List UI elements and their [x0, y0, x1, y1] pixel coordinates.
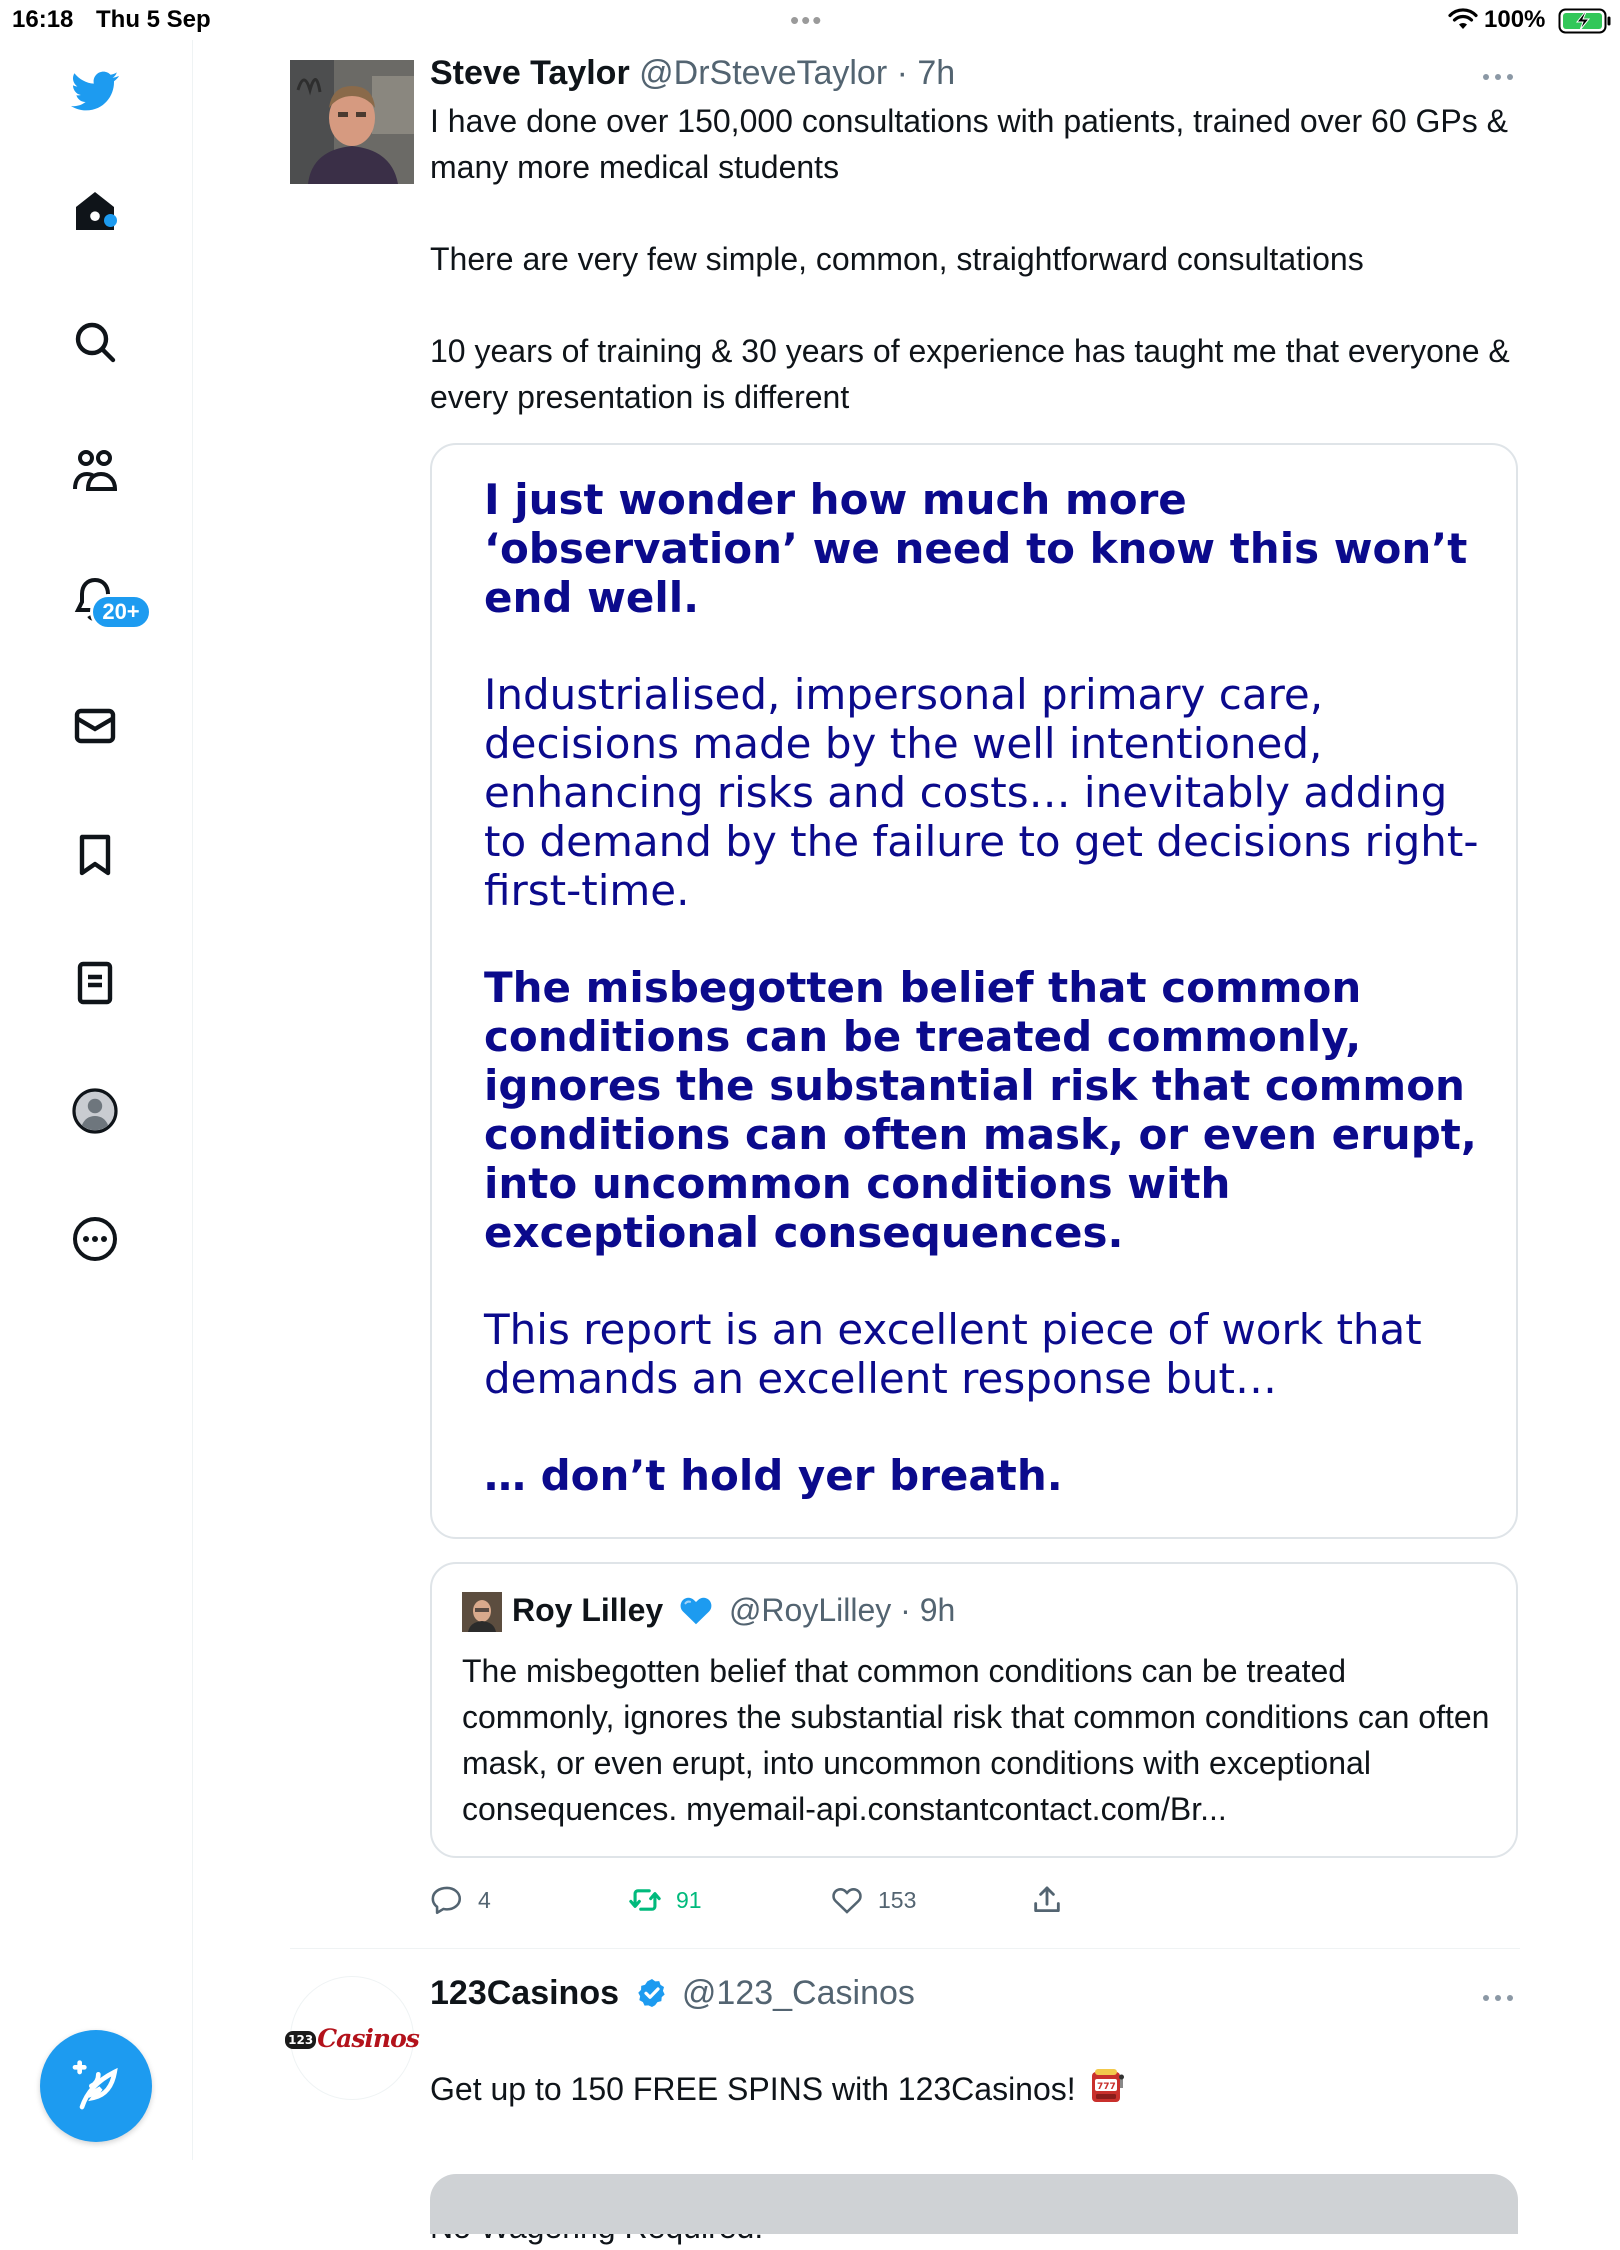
author-row [430, 54, 955, 93]
lists-icon[interactable] [66, 954, 124, 1012]
battery-charging-icon [1558, 8, 1612, 34]
tweet-media-image[interactable] [430, 443, 1518, 1539]
bookmark-icon[interactable] [66, 826, 124, 884]
communities-icon[interactable] [66, 442, 124, 500]
quoted-author-avatar [462, 1592, 502, 1632]
more-circle-icon[interactable] [66, 1210, 124, 1268]
blue-heart-icon [678, 1592, 714, 1628]
retweet-icon [628, 1883, 662, 1917]
reply-button[interactable] [430, 1878, 491, 1922]
ad-line-1: Get up to 150 FREE SPINS with 123Casinos! [430, 2071, 1076, 2107]
compose-feather-icon [68, 2058, 124, 2114]
media-paragraph: I just wonder how much more ‘observation’ we need to know this won’t end well. [484, 475, 1468, 622]
promoted-tweet[interactable] [290, 1956, 1520, 2160]
author-handle[interactable]: @123_Casinos [681, 1974, 915, 2012]
notification-badge: 20+ [90, 594, 152, 630]
status-time: 16:18 [12, 6, 74, 33]
heart-icon [830, 1883, 864, 1917]
advertiser-avatar[interactable] [288, 1976, 419, 2100]
reply-icon [430, 1883, 464, 1917]
slot-machine-icon [1086, 2066, 1126, 2106]
multitasking-dots-icon[interactable]: ••• [790, 5, 824, 35]
sidebar [0, 40, 193, 2160]
reply-count: 4 [478, 1886, 491, 1913]
more-options-icon[interactable] [1480, 69, 1516, 85]
tweet[interactable] [290, 40, 1520, 1920]
mail-icon[interactable] [66, 697, 124, 755]
tweet-timestamp[interactable]: · 7h [896, 54, 956, 92]
ad-media[interactable] [430, 2174, 1518, 2234]
verified-badge-icon [636, 1977, 668, 2009]
media-paragraph: … don’t hold yer breath. [484, 1451, 1063, 1500]
casino-logo: 123 Casinos [285, 2024, 419, 2053]
media-paragraph: Industrialised, impersonal primary care, decisions made by the well intentioned, enhancing risks and costs… inevitably adding to demand by the failure to get decisions right-first-time. [484, 670, 1479, 915]
retweet-count: 91 [676, 1886, 702, 1913]
svg-text:777: 777 [1096, 2082, 1116, 2092]
tweet-text: I have done over 150,000 consultations with patients, trained over 60 GPs & many more medical students There are very few simple, common, straightforward consultations 10 years of training & 30 years of experience has taught me that everyone & every presentation is different [430, 103, 1510, 415]
author-name[interactable]: Steve Taylor [430, 54, 630, 92]
status-bar [0, 0, 1620, 40]
home-unread-dot [104, 214, 117, 227]
wifi-icon [1448, 8, 1478, 32]
author-name[interactable]: 123Casinos [430, 1974, 619, 2012]
share-icon [1030, 1883, 1064, 1917]
profile-icon[interactable] [66, 1082, 124, 1140]
timeline [194, 40, 1620, 2160]
battery-percent: 100% [1484, 6, 1546, 33]
media-paragraph: This report is an excellent piece of work that demands an excellent response but… [484, 1305, 1422, 1403]
retweet-button[interactable] [628, 1878, 702, 1922]
status-date: Thu 5 Sep [96, 6, 211, 33]
quoted-author-handle: @RoyLilley [728, 1592, 892, 1628]
like-count: 153 [878, 1886, 917, 1913]
compose-tweet-button[interactable] [40, 2030, 152, 2142]
quoted-author-row [512, 1592, 955, 1629]
quoted-tweet-text: The misbegotten belief that common conditions can be treated commonly, ignores the substantial risk that common conditions can often mask, or even erupt, into uncommon conditions with exceptional consequences. myemail-api.constantcontact.com/Br... [462, 1653, 1490, 1827]
author-handle[interactable]: @DrSteveTaylor [639, 54, 888, 92]
author-row [430, 1974, 915, 2013]
media-paragraph: The misbegotten belief that common conditions can be treated commonly, ignores the substantial risk that common conditions can often mask, or even erupt, into uncommon conditions with exceptional consequences. [484, 963, 1477, 1257]
author-avatar[interactable] [290, 60, 414, 184]
like-button[interactable] [830, 1878, 916, 1922]
quoted-tweet[interactable] [430, 1562, 1518, 1858]
share-button[interactable] [1030, 1878, 1078, 1922]
search-icon[interactable] [66, 313, 124, 371]
quoted-timestamp: · 9h [900, 1592, 956, 1628]
more-options-icon[interactable] [1480, 1990, 1516, 2006]
twitter-bird-icon[interactable] [66, 62, 124, 120]
tweet-divider [290, 1948, 1520, 1949]
tweet-actions [430, 1878, 1130, 1922]
quoted-author-name: Roy Lilley [512, 1592, 664, 1628]
home-icon[interactable] [66, 182, 124, 240]
